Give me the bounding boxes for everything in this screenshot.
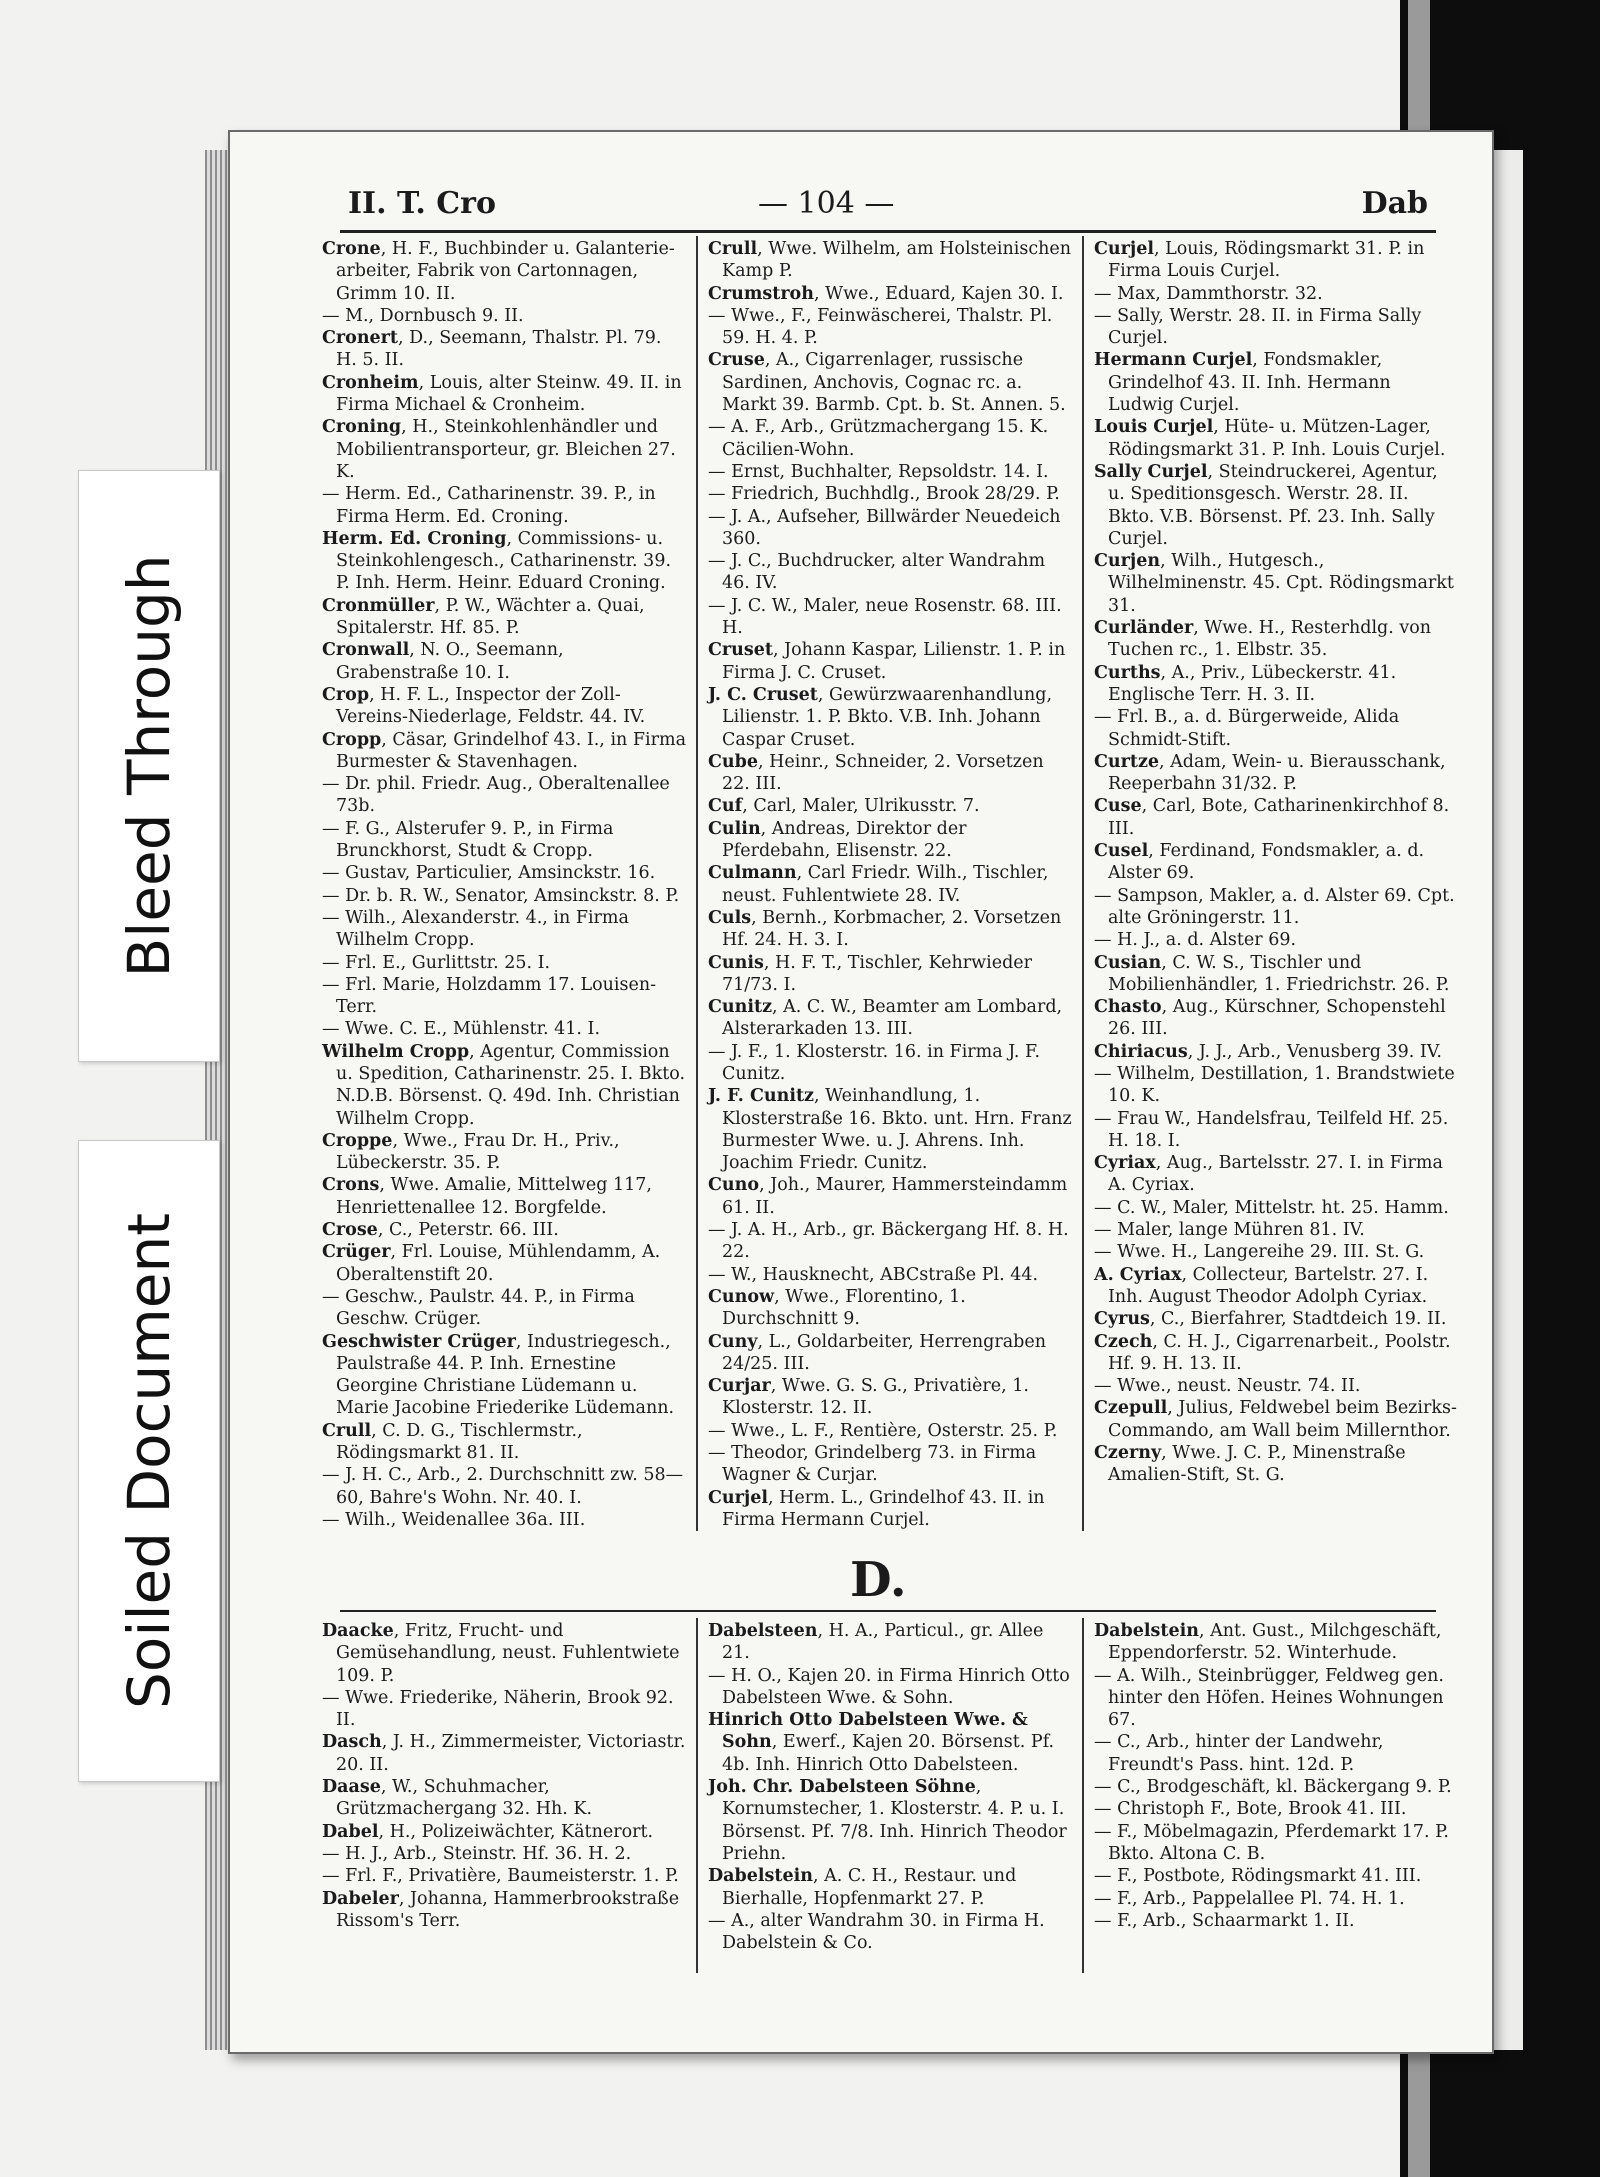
entry-name: J. F. Cunitz — [708, 1086, 814, 1107]
directory-entry: — A., alter Wandrahm 30. in Firma H. Dabelstein & Co. — [708, 1910, 1045, 1954]
page-number: — 104 — — [758, 186, 895, 221]
directory-entry: Cusian, C. W. S., Tischler und Mobilienhändler, 1. Friedrichstr. 26. P. — [1094, 952, 1450, 995]
entry-name: Daase — [322, 1777, 381, 1798]
entry-name: Czech — [1094, 1331, 1153, 1352]
directory-entry: — Herm. Ed., Catharinenstr. 39. P., in Firma Herm. Ed. Croning. — [322, 484, 656, 527]
directory-entry: Crose, C., Peterstr. 66. III. — [322, 1220, 559, 1241]
directory-entry: Cyriax, Aug., Bartelsstr. 27. I. in Firma A. Cyriax. — [1094, 1153, 1443, 1196]
entry-name: Louis Curjel — [1094, 417, 1214, 438]
directory-entry: Joh. Chr. Dabelsteen Söhne, Kornumstecher, 1. Klosterstr. 4. P. u. I. Börsenst. Pf. 7/8. Inh. Hinrich Theodor Priehn. — [708, 1777, 1067, 1864]
directory-entry: — Frl. F., Privatière, Baumeisterstr. 1. P. — [322, 1866, 679, 1887]
entry-name: Cuf — [708, 796, 743, 817]
entry-name: Cyrus — [1094, 1309, 1150, 1330]
directory-entry: Curjar, Wwe. G. S. G., Privatière, 1. Klosterstr. 12. II. — [708, 1376, 1029, 1419]
directory-entry: — Theodor, Grindelberg 73. in Firma Wagner & Curjar. — [708, 1443, 1037, 1486]
directory-entry: Dasch, J. H., Zimmermeister, Victoriastr. 20. II. — [322, 1732, 686, 1775]
entry-name: Cyriax — [1094, 1153, 1156, 1174]
soiled-document-label — [78, 1140, 220, 1782]
directory-entry: — Frl. E., Gurlittstr. 25. I. — [322, 952, 551, 973]
entry-name: Culin — [708, 818, 761, 839]
directory-entry: Chasto, Aug., Kürschner, Schopenstehl 26. III. — [1094, 997, 1446, 1040]
directory-entry: — Frau W., Handelsfrau, Teilfeld Hf. 25. H. 18. I. — [1094, 1108, 1449, 1151]
directory-entry: — F., Arb., Schaarmarkt 1. II. — [1094, 1910, 1355, 1931]
directory-entry: — Wwe., F., Feinwäscherei, Thalstr. Pl. 59. H. 4. P. — [708, 305, 1053, 349]
directory-entry: — Sally, Werstr. 28. II. in Firma Sally Curjel. — [1094, 305, 1422, 349]
directory-entry: Cronmüller, P. W., Wächter a. Quai, Spitalerstr. Hf. 85. P. — [322, 595, 645, 639]
directory-entry: — Gustav, Particulier, Amsinckstr. 16. — [322, 863, 656, 884]
directory-entry: — J. C. W., Maler, neue Rosenstr. 68. III. H. — [708, 595, 1062, 639]
header-rule — [340, 230, 1436, 233]
directory-entry: — A. F., Arb., Grützmachergang 15. K. Cäcilien-Wohn. — [708, 417, 1049, 460]
entry-name: Dabeler — [322, 1888, 399, 1909]
directory-entry: Cruset, Johann Kaspar, Lilienstr. 1. P. in Firma J. C. Cruset. — [708, 640, 1066, 683]
directory-entry: Chiriacus, J. J., Arb., Venusberg 39. IV. — [1094, 1041, 1442, 1062]
directory-entry: Curths, A., Priv., Lübeckerstr. 41. Englische Terr. H. 3. II. — [1094, 662, 1397, 705]
entry-name: Chasto — [1094, 997, 1162, 1018]
directory-page — [228, 130, 1494, 2054]
entry-name: Curländer — [1094, 618, 1194, 639]
column-1 — [322, 238, 686, 1531]
directory-entry: Wilhelm Cropp, Agentur, Commission u. Spedition, Catharinenstr. 25. I. Bkto. N.D.B. Börsenst. Q. 49d. Inh. Christian Wilhelm Cropp. — [322, 1041, 686, 1129]
directory-entry: — F., Arb., Pappelallee Pl. 74. H. 1. — [1094, 1888, 1405, 1909]
entry-name: A. Cyriax — [1094, 1264, 1182, 1285]
entry-name: Croning — [322, 417, 402, 438]
section-rule — [340, 1610, 1436, 1612]
bleed-through-label — [78, 470, 220, 1062]
entry-name: Curjel — [708, 1487, 768, 1508]
directory-entry: — Dr. b. R. W., Senator, Amsinckstr. 8. P. — [322, 885, 680, 906]
directory-entry: Cropp, Cäsar, Grindelhof 43. I., in Firma Burmester & Stavenhagen. — [322, 729, 687, 772]
entry-name: Chiriacus — [1094, 1041, 1188, 1062]
directory-entry: Crull, C. D. G., Tischlermstr., Rödingsmarkt 81. II. — [322, 1420, 583, 1464]
directory-entry: Sally Curjel, Steindruckerei, Agentur, u. Speditionsgesch. Werstr. 28. II. Bkto. V.B. Börsenst. Pf. 23. Inh. Sally Curjel. — [1094, 461, 1438, 549]
directory-entry: — Wilh., Weidenallee 36a. III. — [322, 1509, 586, 1530]
directory-entry: Dabelstein, A. C. H., Restaur. und Bierhalle, Hopfenmarkt 27. P. — [708, 1866, 1017, 1909]
directory-entry: — Wilhelm, Destillation, 1. Brandstwiete 10. K. — [1094, 1063, 1455, 1107]
directory-entry: Croppe, Wwe., Frau Dr. H., Priv., Lübeckerstr. 35. P. — [322, 1130, 620, 1174]
directory-entry: — Dr. phil. Friedr. Aug., Oberaltenallee 73b. — [322, 774, 670, 817]
column-divider-2 — [1082, 236, 1084, 1531]
directory-entry: — H. J., a. d. Alster 69. — [1094, 930, 1297, 951]
directory-entry: Cuny, L., Goldarbeiter, Herrengraben 24/25. III. — [708, 1331, 1047, 1374]
directory-entry: — Max, Dammthorstr. 32. — [1094, 283, 1323, 304]
entry-name: Crone — [322, 239, 381, 259]
column-2 — [708, 238, 1072, 1531]
column-4 — [322, 1620, 686, 1932]
entry-name: Curjel — [1094, 239, 1154, 259]
column-5 — [708, 1620, 1072, 1954]
entry-name: Dabelsteen — [708, 1621, 818, 1641]
directory-entry: — J. F., 1. Klosterstr. 16. in Firma J. F. Cunitz. — [708, 1041, 1041, 1084]
directory-entry: Geschwister Crüger, Industriegesch., Paulstraße 44. P. Inh. Ernestine Georgine Christiane Lüdemann u. Marie Jacobine Friederike Lüdemann. — [322, 1331, 675, 1419]
directory-entry: Herm. Ed. Croning, Commissions- u. Steinkohlengesch., Catharinenstr. 39. P. Inh. Herm. Heinr. Eduard Croning. — [322, 528, 672, 594]
directory-entry: — Geschw., Paulstr. 44. P., in Firma Geschw. Crüger. — [322, 1286, 635, 1330]
entry-name: Cuny — [708, 1331, 758, 1352]
entry-name: Crull — [322, 1420, 372, 1441]
entry-name: Cusel — [1094, 841, 1149, 862]
directory-entry: Cruse, A., Cigarrenlager, russische Sardinen, Anchovis, Cognac rc. a. Markt 39. Barmb. Cpt. b. St. Annen. 5. — [708, 350, 1066, 416]
directory-entry: Curjen, Wilh., Hutgesch., Wilhelminenstr. 45. Cpt. Rödingsmarkt 31. — [1094, 551, 1454, 616]
entry-name: Cunitz — [708, 997, 773, 1018]
directory-entry: A. Cyriax, Collecteur, Bartelstr. 27. I. Inh. August Theodor Adolph Cyriax. — [1094, 1264, 1429, 1307]
directory-entry: Cuf, Carl, Maler, Ulrikusstr. 7. — [708, 796, 980, 817]
directory-entry: Hermann Curjel, Fondsmakler, Grindelhof 43. II. Inh. Hermann Ludwig Curjel. — [1094, 350, 1391, 416]
directory-entry: — M., Dornbusch 9. II. — [322, 305, 524, 326]
entry-name: Cronert — [322, 328, 398, 349]
directory-entry: Daase, W., Schuhmacher, Grützmachergang 32. Hh. K. — [322, 1777, 593, 1820]
directory-entry: — Frl. Marie, Holzdamm 17. Louisen-Terr. — [322, 974, 657, 1018]
entry-name: Cropp — [322, 729, 382, 750]
entry-name: J. C. Cruset — [708, 684, 818, 705]
entry-name: Curths — [1094, 662, 1161, 683]
directory-entry: Cuse, Carl, Bote, Catharinenkirchhof 8. III. — [1094, 796, 1450, 839]
directory-entry: Cronheim, Louis, alter Steinw. 49. II. in Firma Michael & Cronheim. — [322, 372, 682, 416]
next-page-edge — [1490, 150, 1523, 2050]
directory-entry: Crull, Wwe. Wilhelm, am Holsteinischen Kamp P. — [708, 239, 1072, 282]
directory-entry: Cube, Heinr., Schneider, 2. Vorsetzen 22. III. — [708, 751, 1044, 795]
directory-entry: — W., Hausknecht, ABCstraße Pl. 44. — [708, 1264, 1039, 1285]
directory-entry: — Wwe. C. E., Mühlenstr. 41. I. — [322, 1019, 601, 1040]
directory-entry: Dabelsteen, H. A., Particul., gr. Allee 21. — [708, 1621, 1044, 1664]
entry-name: Cuno — [708, 1175, 760, 1196]
section-letter-d: D. — [850, 1552, 907, 1608]
directory-entry: Culin, Andreas, Direktor der Pferdebahn, Elisenstr. 22. — [708, 818, 967, 862]
directory-entry: — Frl. B., a. d. Bürgerweide, Alida Schmidt-Stift. — [1094, 707, 1400, 750]
directory-entry: Cunitz, A. C. W., Beamter am Lombard, Alsterarkaden 13. III. — [708, 997, 1063, 1040]
entry-name: Curtze — [1094, 751, 1160, 772]
soiled-document-text: Soiled Document — [115, 1213, 183, 1709]
directory-entry: Crüger, Frl. Louise, Mühlendamm, A. Oberaltenstift 20. — [322, 1242, 661, 1285]
bleed-through-text: Bleed Through — [115, 554, 183, 978]
entry-name: Czerny — [1094, 1443, 1162, 1464]
directory-entry: — Ernst, Buchhalter, Repsoldstr. 14. I. — [708, 461, 1049, 482]
directory-entry: — Wwe. Friederike, Näherin, Brook 92. II. — [322, 1687, 674, 1731]
directory-entry: Czerny, Wwe. J. C. P., Minenstraße Amalien-Stift, St. G. — [1094, 1443, 1406, 1486]
entry-name: Crop — [322, 684, 370, 705]
directory-entry: Dabelstein, Ant. Gust., Milchgeschäft, Eppendorferstr. 52. Winterhude. — [1094, 1621, 1442, 1664]
directory-entry: — J. A. H., Arb., gr. Bäckergang Hf. 8. H. 22. — [708, 1220, 1069, 1263]
directory-entry: J. F. Cunitz, Weinhandlung, 1. Klosterstraße 16. Bkto. unt. Hrn. Franz Burmester Wwe. u. J. Ahrens. Inh. Joachim Friedr. Cunitz. — [708, 1086, 1072, 1174]
directory-entry: Czepull, Julius, Feldwebel beim Bezirks-Commando, am Wall beim Millernthor. — [1094, 1398, 1457, 1441]
directory-entry: Curtze, Adam, Wein- u. Bierausschank, Reeperbahn 31/32. P. — [1094, 751, 1446, 795]
directory-entry: Cunow, Wwe., Florentino, 1. Durchschnitt 9. — [708, 1286, 966, 1330]
directory-entry: Dabel, H., Polizeiwächter, Kätnerort. — [322, 1821, 654, 1842]
directory-entry: — J. A., Aufseher, Billwärder Neuedeich 360. — [708, 506, 1061, 549]
directory-entry: Crons, Wwe. Amalie, Mittelweg 117, Henriettenallee 12. Borgfelde. — [322, 1175, 652, 1218]
directory-entry: — Wilh., Alexanderstr. 4., in Firma Wilhelm Cropp. — [322, 907, 629, 951]
directory-entry: — H. O., Kajen 20. in Firma Hinrich Otto Dabelsteen Wwe. & Sohn. — [708, 1665, 1070, 1708]
column-divider-4 — [1082, 1618, 1084, 1973]
column-6 — [1094, 1620, 1458, 1932]
entry-name: Cunow — [708, 1286, 775, 1307]
entry-name: Daacke — [322, 1621, 394, 1641]
entry-name: Cruset — [708, 640, 773, 661]
directory-entry: — Friedrich, Buchhdlg., Brook 28/29. P. — [708, 484, 1060, 505]
directory-entry: — Christoph F., Bote, Brook 41. III. — [1094, 1799, 1407, 1820]
entry-name: Culs — [708, 907, 752, 928]
entry-name: Curjen — [1094, 551, 1161, 572]
entry-name: Geschwister Crüger — [322, 1331, 516, 1352]
directory-entry: Cyrus, C., Bierfahrer, Stadtdeich 19. II. — [1094, 1309, 1447, 1330]
directory-entry: — F. G., Alsterufer 9. P., in Firma Brunckhorst, Studt & Cropp. — [322, 818, 614, 862]
entry-name: Herm. Ed. Croning — [322, 528, 507, 549]
entry-name: Dabel — [322, 1821, 379, 1842]
directory-entry: Cusel, Ferdinand, Fondsmakler, a. d. Alster 69. — [1094, 841, 1425, 884]
directory-entry: — Wwe., neust. Neustr. 74. II. — [1094, 1376, 1361, 1397]
entry-name: Hinrich Otto Dabelsteen Wwe. & Sohn — [708, 1710, 1028, 1753]
directory-entry: — J. H. C., Arb., 2. Durchschnitt zw. 58—60, Bahre's Wohn. Nr. 40. I. — [322, 1465, 684, 1508]
directory-entry: Cronert, D., Seemann, Thalstr. Pl. 79. H. 5. II. — [322, 328, 662, 371]
entry-name: Dabelstein — [1094, 1621, 1199, 1641]
entry-name: Cunis — [708, 952, 764, 973]
directory-entry: Hinrich Otto Dabelsteen Wwe. & Sohn, Ewerf., Kajen 20. Börsenst. Pf. 4b. Inh. Hinrich Otto Dabelsteen. — [708, 1710, 1055, 1775]
directory-entry: Curjel, Herm. L., Grindelhof 43. II. in Firma Hermann Curjel. — [708, 1487, 1045, 1530]
directory-entry: Daacke, Fritz, Frucht- und Gemüsehandlung, neust. Fuhlentwiete 109. P. — [322, 1621, 680, 1686]
directory-entry: Czech, C. H. J., Cigarrenarbeit., Poolstr. Hf. 9. H. 13. II. — [1094, 1331, 1451, 1374]
directory-entry: Cronwall, N. O., Seemann, Grabenstraße 10. I. — [322, 640, 564, 683]
directory-entry: Croning, H., Steinkohlenhändler und Mobilientransporteur, gr. Bleichen 27. K. — [322, 417, 676, 482]
entry-name: Croppe — [322, 1130, 393, 1151]
directory-entry: Culmann, Carl Friedr. Wilh., Tischler, neust. Fuhlentwiete 28. IV. — [708, 863, 1049, 906]
directory-entry: — Wwe. H., Langereihe 29. III. St. G. — [1094, 1242, 1425, 1263]
entry-name: Hermann Curjel — [1094, 350, 1253, 371]
directory-entry: Dabeler, Johanna, Hammerbrookstraße Rissom's Terr. — [322, 1888, 680, 1931]
directory-entry: — Wwe., L. F., Rentière, Osterstr. 25. P. — [708, 1420, 1058, 1441]
column-divider-3 — [696, 1618, 698, 1973]
directory-entry: — A. Wilh., Steinbrügger, Feldweg gen. hinter den Höfen. Heines Wohnungen 67. — [1094, 1665, 1444, 1731]
entry-name: Cuse — [1094, 796, 1142, 817]
entry-name: Culmann — [708, 863, 797, 884]
header-right: Dab — [1361, 186, 1428, 221]
directory-entry: Crop, H. F. L., Inspector der Zoll-Vereins-Niederlage, Feldstr. 44. IV. — [322, 684, 646, 728]
entry-name: Crüger — [322, 1242, 391, 1263]
directory-entry: — J. C., Buchdrucker, alter Wandrahm 46. IV. — [708, 551, 1046, 594]
entry-name: Sally Curjel — [1094, 461, 1208, 482]
column-divider-1 — [696, 236, 698, 1531]
entry-name: Cruse — [708, 350, 765, 371]
directory-entry: — C., Arb., hinter der Landwehr, Freundt's Pass. hint. 12d. P. — [1094, 1732, 1384, 1775]
entry-name: Dabelstein — [708, 1866, 813, 1887]
entry-name: Crose — [322, 1220, 378, 1241]
directory-entry: Crumstroh, Wwe., Eduard, Kajen 30. I. — [708, 283, 1064, 304]
entry-name: Czepull — [1094, 1398, 1168, 1419]
directory-entry: — C. W., Maler, Mittelstr. ht. 25. Hamm. — [1094, 1197, 1449, 1218]
entry-name: Joh. Chr. Dabelsteen Söhne — [708, 1777, 976, 1798]
directory-entry: Louis Curjel, Hüte- u. Mützen-Lager, Rödingsmarkt 31. P. Inh. Louis Curjel. — [1094, 417, 1446, 460]
entry-name: Crumstroh — [708, 283, 814, 304]
directory-entry: Crone, H. F., Buchbinder u. Galanterie-arbeiter, Fabrik von Cartonnagen, Grimm 10. II. — [322, 239, 675, 304]
directory-entry: Cuno, Joh., Maurer, Hammersteindamm 61. II. — [708, 1175, 1068, 1218]
directory-entry: J. C. Cruset, Gewürzwaarenhandlung, Lilienstr. 1. P. Bkto. V.B. Inh. Johann Caspar Cruset. — [708, 684, 1053, 750]
directory-entry: Curjel, Louis, Rödingsmarkt 31. P. in Firma Louis Curjel. — [1094, 239, 1425, 282]
entry-name: Dasch — [322, 1732, 382, 1753]
directory-entry: — H. J., Arb., Steinstr. Hf. 36. H. 2. — [322, 1843, 632, 1864]
entry-name: Cronmüller — [322, 595, 435, 616]
directory-entry: — F., Möbelmagazin, Pferdemarkt 17. P. Bkto. Altona C. B. — [1094, 1821, 1449, 1864]
directory-entry: — C., Brodgeschäft, kl. Bäckergang 9. P. — [1094, 1777, 1452, 1798]
entry-name: Wilhelm Cropp — [322, 1041, 470, 1062]
directory-entry: — Maler, lange Mühren 81. IV. — [1094, 1220, 1365, 1241]
directory-entry: Curländer, Wwe. H., Resterhdlg. von Tuchen rc., 1. Elbstr. 35. — [1094, 618, 1432, 661]
directory-entry: Culs, Bernh., Korbmacher, 2. Vorsetzen Hf. 24. H. 3. I. — [708, 907, 1062, 951]
column-3 — [1094, 238, 1458, 1487]
entry-name: Cube — [708, 751, 759, 772]
entry-name: Cronheim — [322, 372, 419, 393]
header-left: II. T. Cro — [348, 186, 496, 221]
directory-entry: — Sampson, Makler, a. d. Alster 69. Cpt. alte Gröningerstr. 11. — [1094, 885, 1455, 928]
entry-name: Cusian — [1094, 952, 1162, 973]
page-header — [348, 186, 1428, 236]
entry-name: Crull — [708, 239, 758, 259]
entry-name: Crons — [322, 1175, 380, 1196]
directory-entry: Cunis, H. F. T., Tischler, Kehrwieder 71/73. I. — [708, 952, 1033, 995]
entry-name: Cronwall — [322, 640, 410, 661]
entry-name: Curjar — [708, 1376, 771, 1397]
directory-entry: — F., Postbote, Rödingsmarkt 41. III. — [1094, 1866, 1422, 1887]
